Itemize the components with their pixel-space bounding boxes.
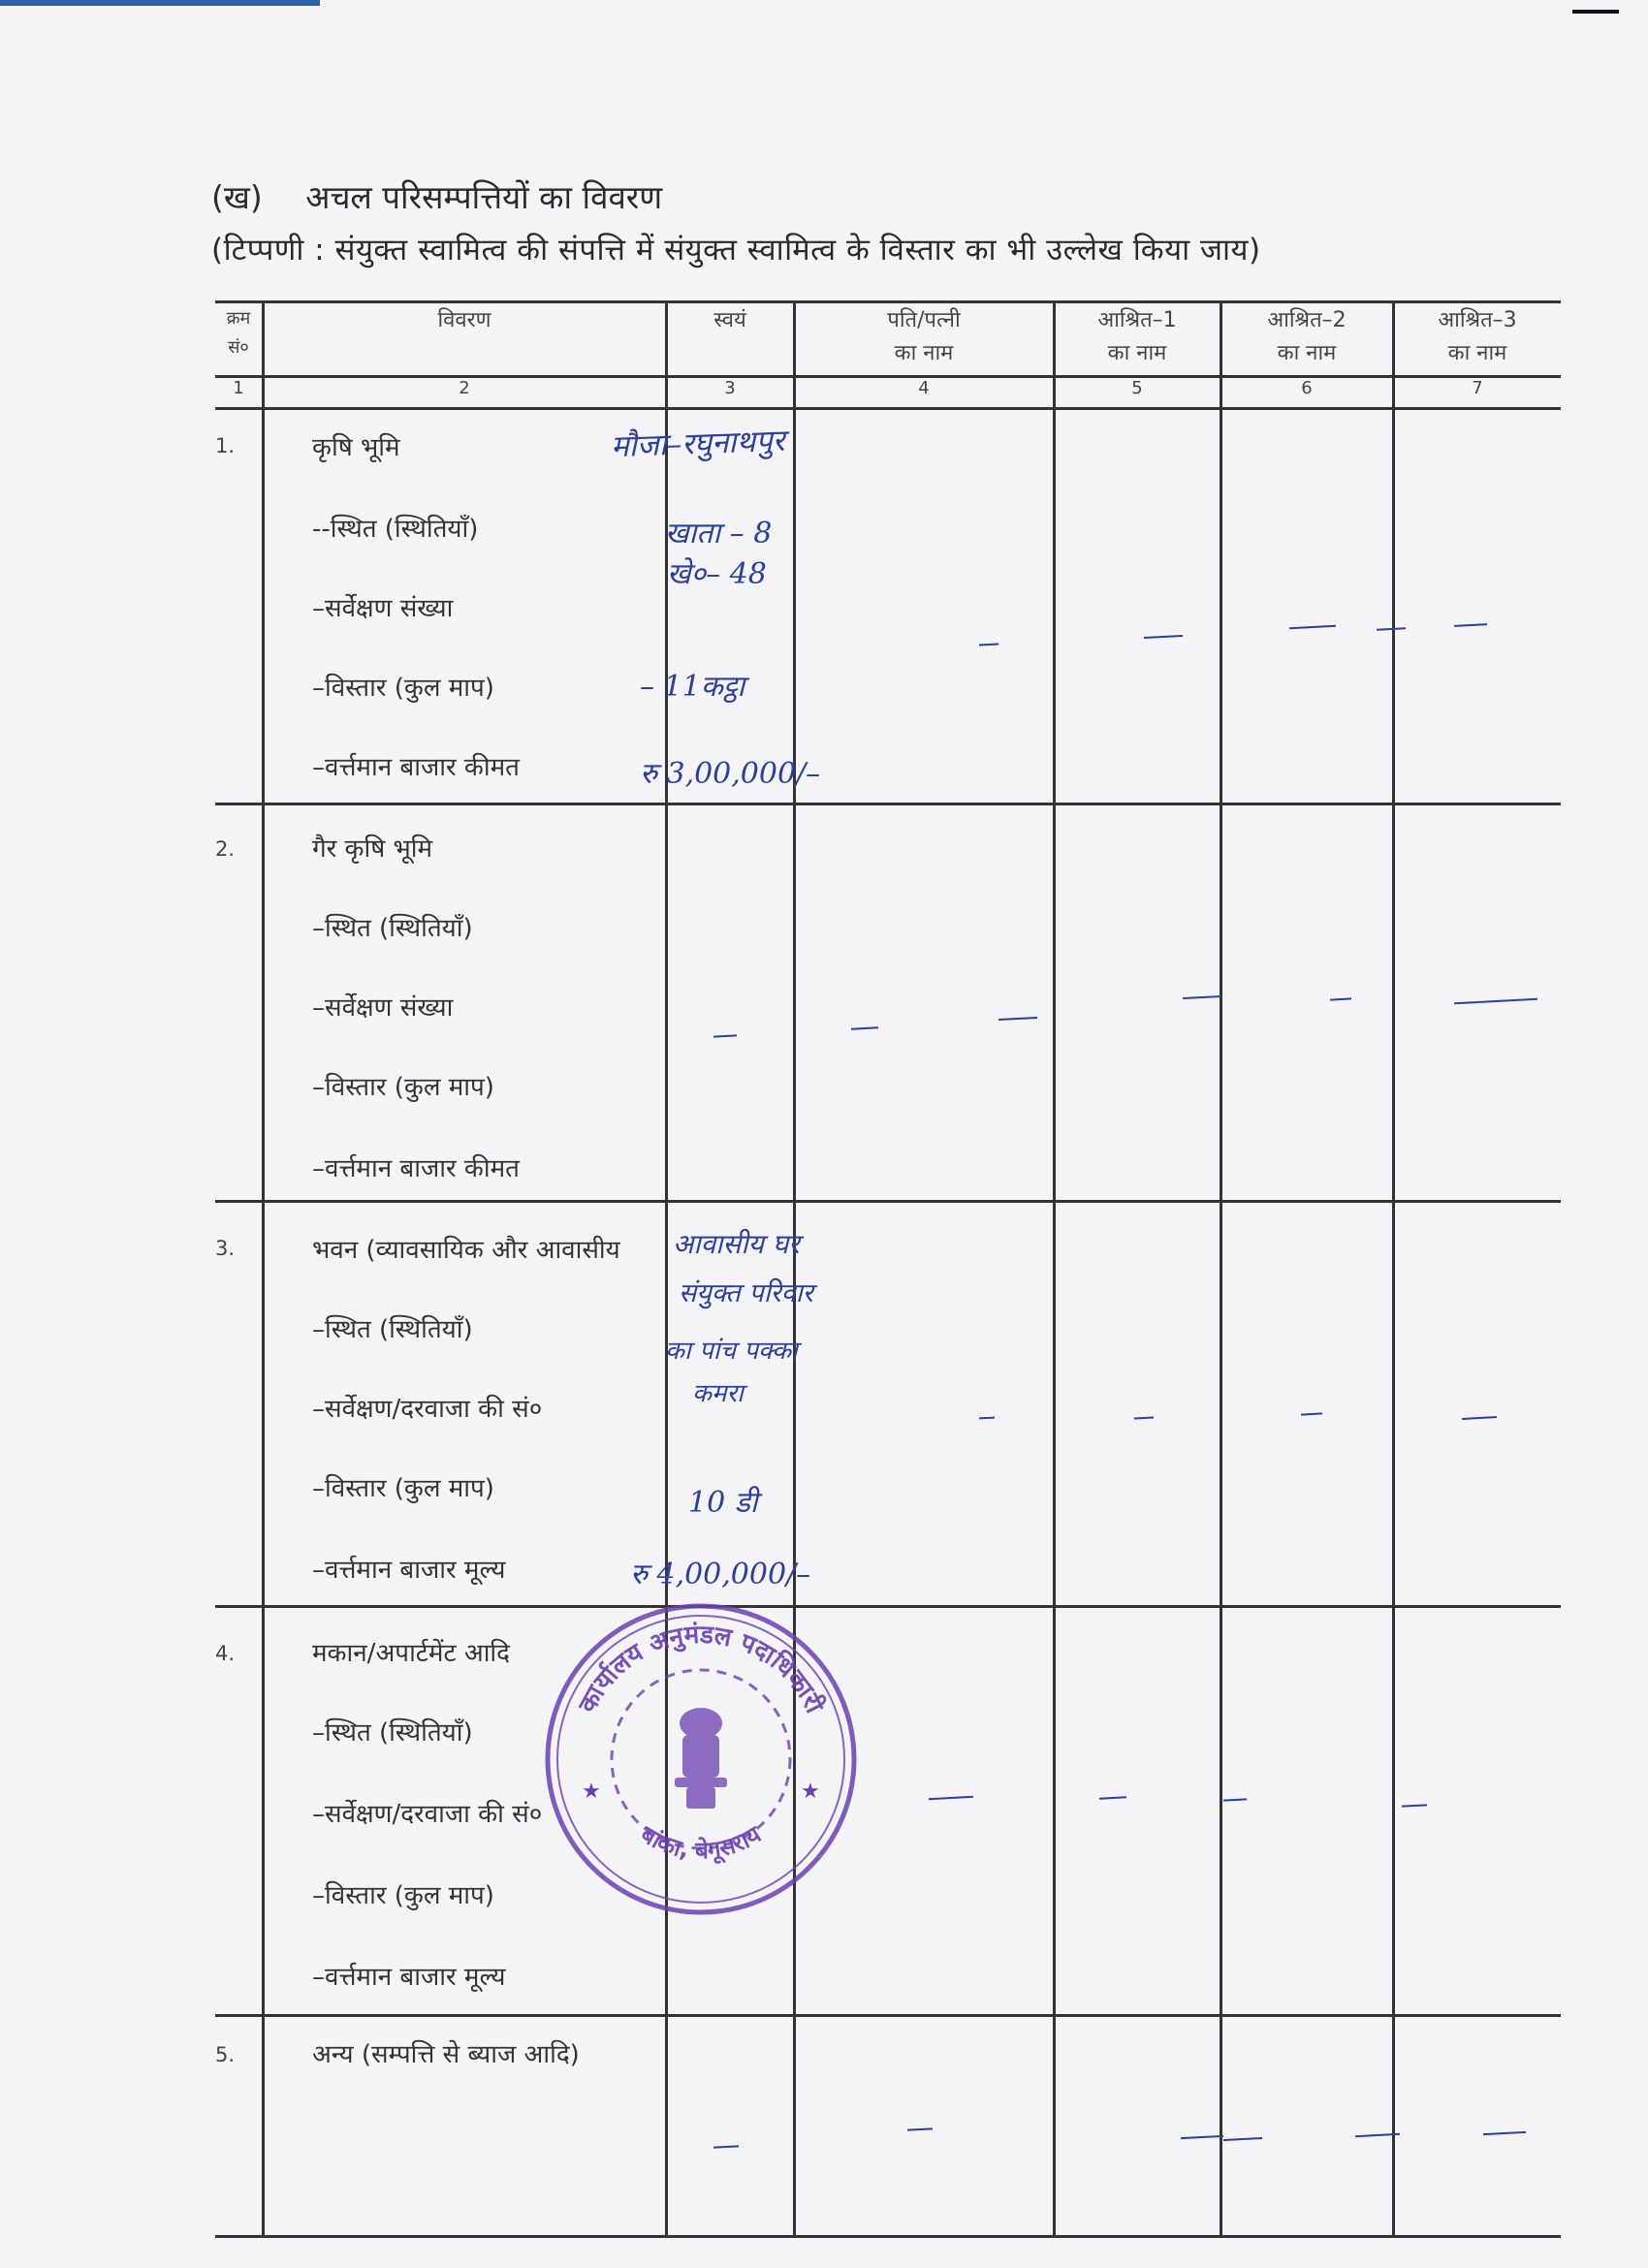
- field-location: –स्थित (स्थितियाँ): [312, 1718, 473, 1748]
- handwritten-entry: आवासीय घर: [673, 1228, 800, 1260]
- field-survey-door-number: –सर्वेक्षण/दरवाजा की सं०: [312, 1800, 543, 1829]
- colnum-rule: [215, 407, 1561, 410]
- header-dependent-2-line2: का नाम: [1277, 341, 1337, 365]
- header-dependent-1-line1: आश्रित–1: [1097, 308, 1177, 332]
- col-rule: [1053, 300, 1056, 2235]
- header-dependent-2: [1221, 304, 1392, 370]
- column-number: 3: [724, 378, 736, 398]
- nil-dash: [713, 2145, 739, 2148]
- handwritten-entry: का पांच पक्का: [665, 1337, 798, 1366]
- scan-edge-bar: [0, 0, 320, 6]
- col-rule: [262, 300, 265, 2235]
- national-emblem-icon: [675, 1708, 727, 1809]
- nil-dash: [1223, 1798, 1247, 1801]
- header-dependent-1: [1055, 304, 1220, 370]
- nil-dash: [998, 1017, 1037, 1021]
- official-seal-stamp: [541, 1599, 861, 1919]
- section-label: (ख): [211, 178, 263, 216]
- row-divider: [215, 1200, 1561, 1203]
- nil-dash: [979, 1417, 995, 1420]
- field-location: --स्थित (स्थितियाँ): [312, 515, 479, 544]
- nil-dash: [979, 643, 998, 646]
- nil-dash: [1454, 998, 1537, 1004]
- field-survey-number: –सर्वेक्षण संख्या: [312, 594, 454, 623]
- col-rule: [793, 300, 796, 2235]
- handwritten-entry: – 11कट्ठा: [640, 670, 745, 704]
- header-dependent-3-line2: का नाम: [1447, 341, 1507, 365]
- seal-text-top-path: कार्यालय अनुमंडल पदाधिकारी: [573, 1620, 829, 1718]
- nil-dash: [907, 2127, 933, 2130]
- nil-dash: [1483, 2131, 1526, 2135]
- nil-dash: [929, 1796, 973, 1800]
- row-divider: [215, 803, 1561, 805]
- handwritten-entry: रु 3,00,000/–: [640, 757, 821, 791]
- row-number: 5.: [215, 2043, 236, 2066]
- field-market-value: –वर्त्तमान बाजार कीमत: [312, 1154, 520, 1183]
- row-number: 3.: [215, 1237, 236, 1260]
- header-self-line1: स्वयं: [713, 308, 746, 332]
- row-title: भवन (व्यावसायिक और आवासीय: [312, 1236, 620, 1265]
- row-title: गैर कृषि भूमि: [312, 835, 433, 864]
- column-number: 5: [1131, 378, 1143, 398]
- nil-dash: [1134, 1416, 1154, 1419]
- row-number: 1.: [215, 434, 236, 457]
- row-number: 4.: [215, 1642, 236, 1665]
- header-serial-line1: क्रम: [226, 308, 251, 329]
- row-divider: [215, 1605, 1561, 1608]
- row-title: अन्य (सम्पत्ति से ब्याज आदि): [312, 2040, 580, 2069]
- header-spouse: [795, 304, 1053, 370]
- header-dependent-3: [1394, 304, 1561, 370]
- nil-dash: [1402, 1804, 1427, 1807]
- row-number: 2.: [215, 837, 236, 861]
- field-market-value: –वर्त्तमान बाजार मूल्य: [312, 1556, 506, 1585]
- header-dependent-1-line2: का नाम: [1107, 341, 1167, 365]
- field-location: –स्थित (स्थितियाँ): [312, 914, 473, 943]
- handwritten-entry: 10 डी: [688, 1486, 758, 1520]
- header-spouse-line2: का नाम: [894, 341, 954, 365]
- nil-dash: [851, 1026, 878, 1029]
- header-spouse-line1: पति/पत्नी: [887, 308, 961, 332]
- nil-dash: [1223, 2137, 1262, 2141]
- table-top-rule: [215, 300, 1561, 303]
- field-survey-number: –सर्वेक्षण संख्या: [312, 993, 454, 1023]
- section-note: (टिप्पणी : संयुक्त स्वामित्व की संपत्ति में संयुक्त स्वामित्व के विस्तार का भी उल्लेख किया जाय): [211, 233, 1261, 268]
- field-area: –विस्तार (कुल माप): [312, 1881, 494, 1910]
- handwritten-entry: खे०– 48: [667, 557, 767, 591]
- nil-dash: [1289, 625, 1336, 630]
- seal-text-bottom-path: बांका, बेगूसराय: [636, 1820, 766, 1865]
- column-number: 6: [1301, 378, 1313, 398]
- header-serial-line2: सं०: [228, 337, 249, 358]
- field-survey-door-number: –सर्वेक्षण/दरवाजा की सं०: [312, 1395, 543, 1424]
- row-title: कृषि भूमि: [312, 433, 400, 462]
- field-area: –विस्तार (कुल माप): [312, 1474, 494, 1503]
- nil-dash: [1462, 1416, 1497, 1420]
- field-area: –विस्तार (कुल माप): [312, 1073, 494, 1102]
- column-number: 4: [918, 378, 930, 398]
- handwritten-entry: कमरा: [692, 1379, 744, 1408]
- header-self: [667, 304, 793, 337]
- field-location: –स्थित (स्थितियाँ): [312, 1315, 473, 1344]
- nil-dash: [1301, 1412, 1322, 1415]
- section-title: अचल परिसम्पत्तियों का विवरण: [305, 178, 663, 216]
- star-icon: ★: [801, 1780, 820, 1804]
- field-area: –विस्तार (कुल माप): [312, 674, 494, 703]
- nil-dash: [1099, 1796, 1126, 1799]
- handwritten-entry: खाता – 8: [665, 517, 773, 551]
- header-description: [264, 304, 665, 337]
- corner-mark: [1572, 10, 1619, 14]
- header-dependent-3-line1: आश्रित–3: [1438, 308, 1517, 332]
- nil-dash: [1181, 2135, 1223, 2139]
- col-rule: [1220, 300, 1222, 2235]
- nil-dash: [1454, 623, 1487, 627]
- handwritten-entry: संयुक्त परिवार: [679, 1278, 813, 1308]
- nil-dash: [1144, 635, 1183, 639]
- column-number: 1: [233, 378, 244, 398]
- header-dependent-2-line1: आश्रित–2: [1267, 308, 1347, 332]
- header-serial: [215, 304, 262, 362]
- star-icon: ★: [582, 1780, 601, 1804]
- seal-text-bottom: [635, 1820, 766, 1866]
- nil-dash: [1377, 627, 1406, 631]
- nil-dash: [1330, 997, 1351, 1000]
- field-market-value: –वर्त्तमान बाजार कीमत: [312, 753, 520, 782]
- section-heading: [211, 174, 662, 218]
- column-number: 2: [459, 378, 470, 398]
- col-rule: [1392, 300, 1395, 2235]
- nil-dash: [713, 1034, 737, 1037]
- row-divider: [215, 2014, 1561, 2017]
- header-description-line1: विवरण: [437, 308, 491, 332]
- nil-dash: [1183, 995, 1221, 999]
- field-market-value: –वर्त्तमान बाजार मूल्य: [312, 1963, 506, 1992]
- table-bottom-rule: [215, 2235, 1561, 2238]
- handwritten-entry: रु 4,00,000/–: [630, 1558, 811, 1591]
- row-title: मकान/अपार्टमेंट आदि: [312, 1639, 510, 1668]
- column-number: 7: [1472, 378, 1483, 398]
- handwritten-entry: मौजा–रघुनाथपुर: [610, 423, 786, 465]
